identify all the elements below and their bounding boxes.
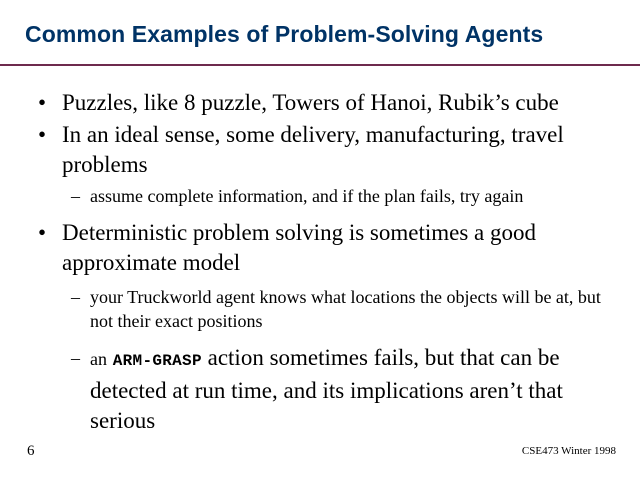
bullet-marker: • bbox=[38, 90, 47, 115]
bullet-ideal-sense bbox=[38, 120, 628, 180]
bullet-text: Deterministic problem solving is sometimes a good approximate model bbox=[62, 220, 536, 275]
bullet-marker: • bbox=[38, 220, 47, 245]
subbullet-prefix: an bbox=[90, 349, 107, 369]
title-divider bbox=[0, 64, 640, 66]
subbullet-arm-grasp bbox=[38, 343, 628, 436]
bullet-puzzles bbox=[38, 88, 628, 118]
bullet-deterministic bbox=[38, 218, 628, 278]
subbullet-marker: – bbox=[71, 287, 80, 307]
code-arm-grasp: ARM-GRASP bbox=[112, 352, 202, 370]
footer-course: CSE473 Winter 1998 bbox=[521, 445, 616, 457]
slide-content bbox=[38, 88, 628, 436]
subbullet-complete-information bbox=[38, 184, 628, 208]
subbullet-truckworld bbox=[38, 285, 628, 333]
bullet-marker: • bbox=[38, 122, 47, 147]
subbullet-marker: – bbox=[71, 348, 80, 368]
subbullet-text: your Truckworld agent knows what locations the objects will be at, but not their exact positions bbox=[90, 287, 601, 331]
subbullet-marker: – bbox=[71, 186, 80, 206]
subbullet-text: action sometimes fails, but that can be detected at run time, and its implications aren’t that serious bbox=[90, 345, 563, 433]
subbullet-text: assume complete information, and if the plan fails, try again bbox=[90, 186, 524, 206]
bullet-text: Puzzles, like 8 puzzle, Towers of Hanoi, Rubik’s cube bbox=[62, 90, 559, 115]
page-number: 6 bbox=[27, 443, 35, 459]
slide-title: Common Examples of Problem-Solving Agents bbox=[25, 21, 544, 47]
bullet-text: In an ideal sense, some delivery, manufacturing, travel problems bbox=[62, 122, 564, 177]
